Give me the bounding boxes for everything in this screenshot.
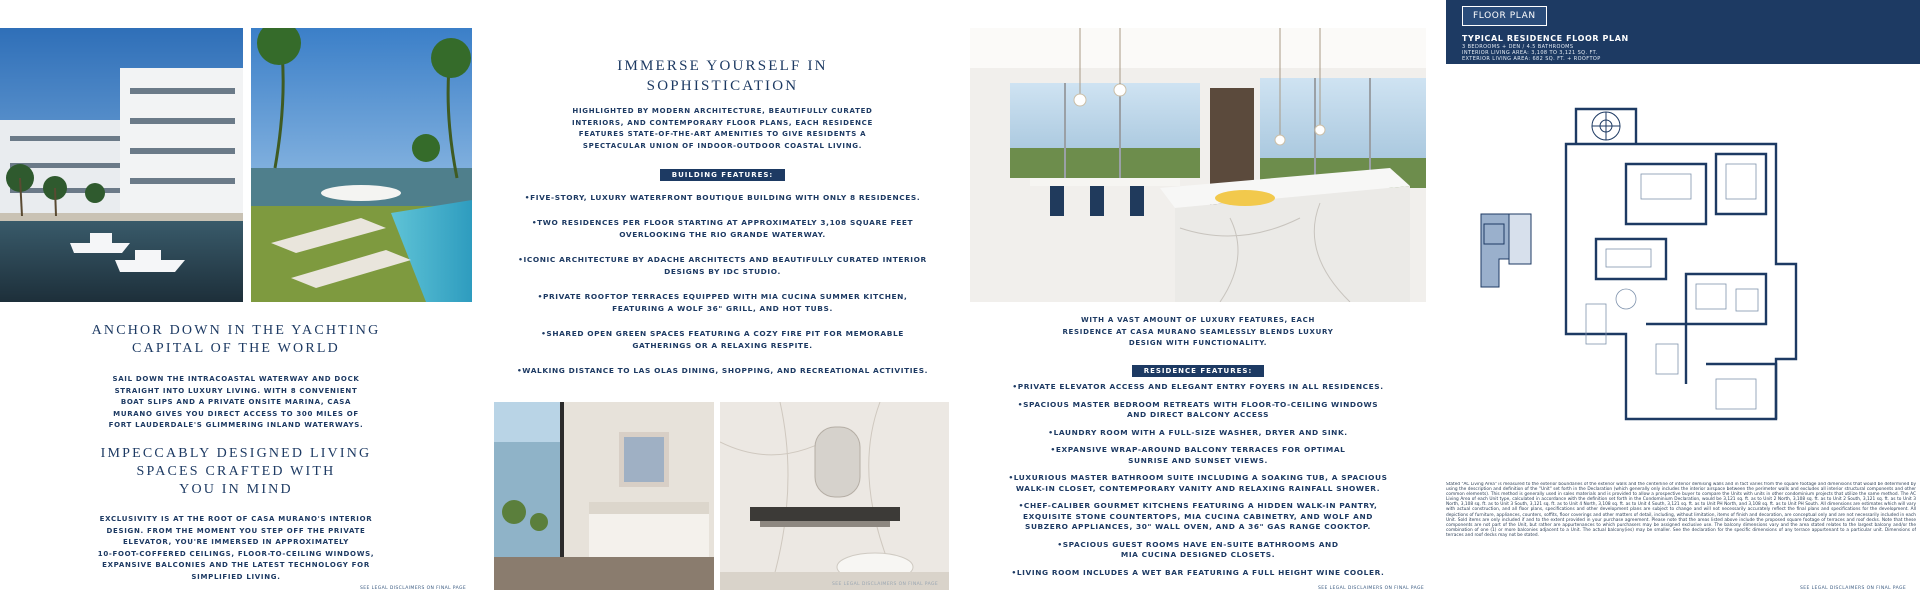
marina-heading-line-2: CAPITAL OF THE WORLD	[132, 341, 340, 357]
feature-line: •WALKING DISTANCE TO LAS OLAS DINING, SHOPPING, AND RECREATIONAL ACTIVITIES.	[516, 366, 929, 375]
feature-line: WALK-IN CLOSET, CONTEMPORARY VANITY AND RELAXING RAINFALL SHOWER.	[1015, 483, 1381, 493]
list-item	[960, 382, 1436, 393]
list-item	[480, 328, 965, 352]
living-heading-line-3: YOU IN MIND	[179, 482, 293, 498]
body-line: BOAT SLIPS AND A PRIVATE ONSITE MARINA, CASA	[120, 398, 352, 406]
sophistication-heading	[480, 57, 965, 96]
spec-line: EXTERIOR LIVING AREA: 682 SQ. FT. + ROOFTOP	[1462, 56, 1601, 62]
floor-plan-tab	[1462, 6, 1547, 26]
building-features-label: BUILDING FEATURES:	[660, 169, 785, 181]
body-line: MURANO GIVES YOU DIRECT ACCESS TO 300 MILES OF	[113, 409, 359, 418]
bathroom-photo	[720, 402, 949, 590]
list-item	[960, 473, 1436, 494]
feature-line: FEATURING A WOLF 36" GRILL, AND HOT TUBS.	[612, 304, 833, 313]
intro-line: RESIDENCE AT CASA MURANO SEAMLESSLY BLENDS LUXURY	[1062, 327, 1334, 336]
floor-plan-drawing	[1446, 64, 1920, 482]
sophistication-heading-line-2: SOPHISTICATION	[646, 77, 799, 94]
panel4-disclaimer: SEE LEGAL DISCLAIMERS ON FINAL PAGE	[1800, 586, 1907, 591]
feature-line: •SHARED OPEN GREEN SPACES FEATURING A COZY FIRE PIT FOR MEMORABLE	[541, 329, 904, 338]
list-item	[480, 291, 965, 315]
body-line: EXPANSIVE BALCONIES AND THE LATEST TECHNOLOGY FOR	[102, 561, 370, 569]
living-heading-line-2: SPACES CRAFTED WITH	[136, 464, 336, 480]
plan-spiral-stair	[1592, 112, 1620, 140]
list-item	[960, 428, 1436, 439]
residence-features-label-wrap	[960, 360, 1436, 378]
feature-line: •LUXURIOUS MASTER BATHROOM SUITE INCLUDING A SOAKING TUB, A SPACIOUS	[1008, 473, 1388, 482]
feature-line: •CHEF-CALIBER GOURMET KITCHENS FEATURING A HIDDEN WALK-IN PANTRY,	[1018, 501, 1378, 510]
feature-line: •PRIVATE ELEVATOR ACCESS AND ELEGANT ENTRY FOYERS IN ALL RESIDENCES.	[1012, 382, 1384, 391]
list-item	[480, 192, 965, 204]
residence-intro	[960, 315, 1436, 350]
feature-line: MIA CUCINA DESIGNED CLOSETS.	[1120, 550, 1276, 559]
feature-line: •LIVING ROOM INCLUDES A WET BAR FEATURING A FULL HEIGHT WINE COOLER.	[1011, 567, 1385, 577]
body-line: ELEVATOR, YOU'RE IMMERSED IN APPROXIMATELY	[122, 538, 350, 546]
intro-line: WITH A VAST AMOUNT OF LUXURY FEATURES, EACH	[1080, 316, 1316, 324]
feature-line: •FIVE-STORY, LUXURY WATERFRONT BOUTIQUE BUILDING WITH ONLY 8 RESIDENCES.	[524, 193, 921, 202]
list-item	[960, 445, 1436, 466]
feature-line: •ICONIC ARCHITECTURE BY ADACHE ARCHITECTS AND BEAUTIFULLY CURATED INTERIOR	[518, 255, 927, 264]
list-item	[480, 365, 965, 377]
floor-plan-title: TYPICAL RESIDENCE FLOOR PLAN	[1462, 34, 1629, 43]
residence-features-label: RESIDENCE FEATURES:	[1132, 365, 1265, 377]
feature-line: AND DIRECT BALCONY ACCESS	[1126, 410, 1270, 419]
marina-photo	[0, 28, 243, 302]
feature-line: •EXPANSIVE WRAP-AROUND BALCONY TERRACES FOR OPTIMAL	[1050, 445, 1346, 454]
feature-line: OVERLOOKING THE RIO GRANDE WATERWAY.	[619, 230, 826, 239]
panel1-disclaimer: SEE LEGAL DISCLAIMERS ON FINAL PAGE	[360, 586, 467, 591]
feature-line: EXQUISITE STONE COUNTERTOPS, MIA CUCINA CABINETRY, AND WOLF AND	[1022, 511, 1374, 521]
body-line: FORT LAUDERDALE'S GLIMMERING INLAND WATERWAYS.	[108, 421, 364, 429]
spec-line: 3 BEDROOMS + DEN / 4.5 BATHROOMS	[1462, 44, 1574, 50]
list-item	[480, 254, 965, 278]
list-item	[960, 568, 1436, 579]
spec-line: INTERIOR LIVING AREA: 3,108 TO 3,121 SQ. FT.	[1462, 50, 1598, 56]
panel3-disclaimer: SEE LEGAL DISCLAIMERS ON FINAL PAGE	[1318, 586, 1425, 591]
floor-plan-area	[1446, 64, 1920, 482]
feature-line: •SPACIOUS MASTER BEDROOM RETREATS WITH FLOOR-TO-CEILING WINDOWS	[1017, 399, 1379, 409]
feature-line: GATHERINGS OR A RELAXING RESPITE.	[632, 341, 813, 350]
sophistication-intro	[480, 106, 965, 152]
feature-line: DESIGNS BY IDC STUDIO.	[664, 267, 781, 276]
feature-line: •SPACIOUS GUEST ROOMS HAVE EN-SUITE BATHROOMS AND	[1057, 539, 1339, 549]
body-line: SIMPLIFIED LIVING.	[191, 572, 281, 581]
living-heading	[0, 445, 472, 500]
body-line: 10-FOOT-COFFERED CEILINGS, FLOOR-TO-CEILING WINDOWS,	[97, 549, 375, 558]
intro-line: HIGHLIGHTED BY MODERN ARCHITECTURE, BEAUTIFULLY CURATED	[572, 107, 873, 115]
marina-heading	[0, 322, 472, 358]
marina-body	[0, 374, 472, 432]
plan-furniture	[1586, 164, 1758, 409]
intro-line: FEATURES STATE-OF-THE-ART AMENITIES TO GIVE RESIDENTS A	[578, 130, 867, 138]
feature-line: •PRIVATE ROOFTOP TERRACES EQUIPPED WITH MIA CUCINA SUMMER KITCHEN,	[537, 292, 908, 301]
pool-deck-photo	[251, 28, 472, 302]
list-item	[480, 217, 965, 241]
floor-plan-legal-text: Stated "AC Living Area" is measured to the exterior boundaries of the exterior walls and the centerline of interior demising walls and in fact varies from the square footage and dimensions that would be determined by using the description and definition of the "Unit" set forth in the Declaration (which generally only includes the interior airspace between the perimeter walls and excludes all interior structural components and other common elements). This method is generally used in sales materials and is provided to allow a prospective buyer to compare the Units with units in other condominium projects that utilize the same method. The AC Living Area of each Unit type, calculated in accordance with the definition set forth in the Condominium Declaration, would be 3,121 sq. ft. as to Unit 2 North, 3,108 sq. ft. as to Unit 2 South, 3,121 sq. ft. as to Unit 3 North, 3,108 sq. ft. as to Unit 3 South, 3,121 sq. ft. as to Unit 4 North, 3,108 sq. ft. as to Unit 4 South, 3,121 sq. ft. as to Unit PH North, and 3,108 sq. ft. as to Unit PH South. All dimensions are estimates which will vary with actual construction, and all floor plans, specifications and other development plans are subject to change and will not necessarily accurately reflect the final plans and specifications for the development. All depictions of furniture, appliances, counters, soffits, floor coverings and other matters of detail, including, without limitation, items of finish and decoration, are conceptual only and are not necessarily included in each Unit. Sold items are only included if and to the extent provided in your purchase agreement. Please note that the areas listed above include the proposed square footage of terraces and roof decks. Note that these components are not part of the Unit, but rather are appurtenances to which purchasers may be assigned exclusive use. The balcony dimensions vary and the area stated relates to the largest balcony and/or the combination of one (1) or more balconies adjacent to a Unit. The actual balcony(ies) may be smaller. See the declaration for the specific dimensions of any terrace appurtenant to a particular unit. Dimensions of terraces and roof decks may not be stated.	[1446, 482, 1916, 538]
kitchen-photo	[970, 28, 1426, 302]
floor-plan-specs	[1462, 44, 1601, 62]
intro-line: INTERIORS, AND CONTEMPORARY FLOOR PLANS, EACH RESIDENCE	[572, 118, 873, 127]
bedroom-photo	[494, 402, 714, 590]
feature-line: •LAUNDRY ROOM WITH A FULL-SIZE WASHER, DRYER AND SINK.	[1048, 427, 1348, 437]
living-body	[0, 514, 472, 583]
photo-caption: SEE LEGAL DISCLAIMERS ON FINAL PAGE	[832, 582, 939, 587]
feature-line: •TWO RESIDENCES PER FLOOR STARTING AT APPROXIMATELY 3,108 SQUARE FEET	[531, 218, 914, 227]
key-plan	[1481, 214, 1531, 287]
building-features-label-wrap	[480, 164, 965, 182]
body-line: STRAIGHT INTO LUXURY LIVING. WITH 8 CONVENIENT	[114, 386, 358, 395]
sophistication-heading-line-1: IMMERSE YOURSELF IN	[617, 58, 828, 74]
list-item	[960, 501, 1436, 533]
intro-line: DESIGN WITH FUNCTIONALITY.	[1128, 339, 1268, 347]
marina-heading-line-1: ANCHOR DOWN IN THE YACHTING	[91, 323, 381, 338]
list-item	[960, 400, 1436, 421]
body-line: DESIGN. FROM THE MOMENT YOU STEP OFF THE PRIVATE	[106, 526, 366, 535]
building-features-list	[480, 192, 965, 377]
feature-line: SUBZERO APPLIANCES, 30" WALL OVEN, AND A 36" GAS RANGE COOKTOP.	[1025, 522, 1371, 531]
body-line: SAIL DOWN THE INTRACOASTAL WATERWAY AND DOCK	[112, 375, 360, 383]
intro-line: SPECTACULAR UNION OF INDOOR-OUTDOOR COASTAL LIVING.	[582, 141, 863, 150]
floor-plan-tab-label: FLOOR PLAN	[1473, 11, 1536, 21]
residence-features-list	[960, 382, 1436, 578]
living-heading-line-1: IMPECCABLY DESIGNED LIVING	[100, 446, 372, 461]
body-line: EXCLUSIVITY IS AT THE ROOT OF CASA MURANO'S INTERIOR	[99, 515, 373, 523]
plan-walls	[1566, 109, 1796, 419]
list-item	[960, 540, 1436, 561]
feature-line: SUNRISE AND SUNSET VIEWS.	[1128, 455, 1268, 465]
